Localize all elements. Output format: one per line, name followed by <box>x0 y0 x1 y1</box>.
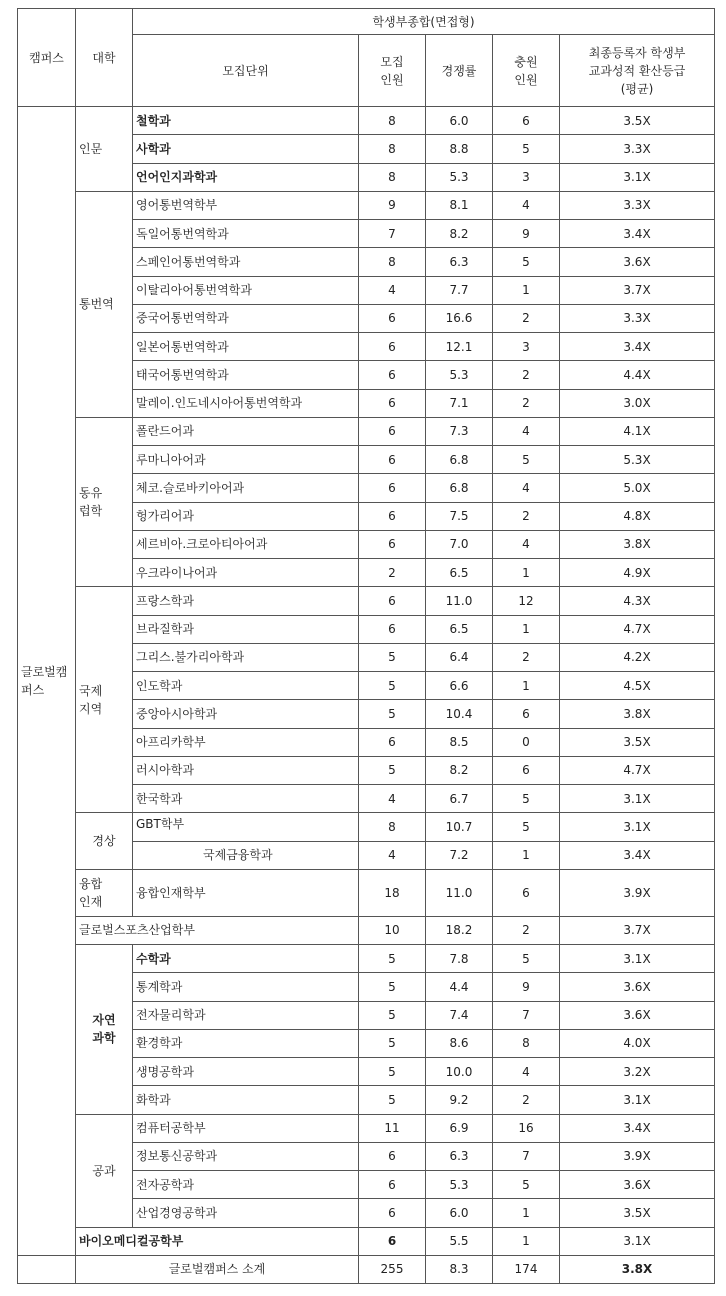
rate-cell: 6.4 <box>426 643 493 671</box>
added-cell: 6 <box>493 700 560 728</box>
table-body <box>18 9 715 1284</box>
added-cell: 4 <box>493 530 560 558</box>
rate-cell: 12.1 <box>426 333 493 361</box>
unit-cell: 영어통번역학부 <box>133 191 359 219</box>
rate-cell: 7.2 <box>426 841 493 869</box>
grade-cell: 3.1X <box>560 1227 715 1255</box>
grade-cell: 3.7X <box>560 916 715 944</box>
grade-cell: 4.4X <box>560 361 715 389</box>
quota-cell: 6 <box>359 389 426 417</box>
added-cell: 1 <box>493 1199 560 1227</box>
quota-cell: 9 <box>359 191 426 219</box>
rate-cell: 8.5 <box>426 728 493 756</box>
grade-cell: 3.8X <box>560 530 715 558</box>
grade-cell: 4.3X <box>560 587 715 615</box>
unit-cell: 통계학과 <box>133 973 359 1001</box>
added-cell: 1 <box>493 1227 560 1255</box>
unit-cell: 우크라이나어과 <box>133 559 359 587</box>
added-cell: 2 <box>493 916 560 944</box>
rate-cell: 7.3 <box>426 417 493 445</box>
added-cell: 1 <box>493 615 560 643</box>
quota-cell: 5 <box>359 973 426 1001</box>
quota-cell: 6 <box>359 1227 426 1255</box>
rate-cell: 8.1 <box>426 191 493 219</box>
grade-cell: 3.6X <box>560 1001 715 1029</box>
quota-cell: 6 <box>359 1199 426 1227</box>
added-cell: 2 <box>493 502 560 530</box>
rate-cell: 10.4 <box>426 700 493 728</box>
rate-cell: 5.3 <box>426 361 493 389</box>
admissions-table <box>17 8 715 1284</box>
rate-cell: 8.8 <box>426 135 493 163</box>
rate-cell: 16.6 <box>426 304 493 332</box>
added-cell: 0 <box>493 728 560 756</box>
unit-cell: 전자물리학과 <box>133 1001 359 1029</box>
quota-cell: 4 <box>359 841 426 869</box>
header-quota: 모집 인원 <box>359 35 426 107</box>
added-cell: 4 <box>493 1058 560 1086</box>
unit-cell: 프랑스학과 <box>133 587 359 615</box>
added-cell: 2 <box>493 643 560 671</box>
added-cell: 5 <box>493 135 560 163</box>
added-cell: 3 <box>493 333 560 361</box>
table-row <box>18 916 715 944</box>
total-added: 174 <box>493 1255 560 1283</box>
rate-cell: 18.2 <box>426 916 493 944</box>
added-cell: 2 <box>493 1086 560 1114</box>
rate-cell: 11.0 <box>426 869 493 916</box>
total-blank-cell <box>18 1255 76 1283</box>
grade-cell: 3.8X <box>560 700 715 728</box>
grade-cell: 4.8X <box>560 502 715 530</box>
unit-cell: 국제금융학과 <box>133 841 359 869</box>
header-unit: 모집단위 <box>133 35 359 107</box>
total-row <box>18 1255 715 1283</box>
added-cell: 5 <box>493 813 560 841</box>
unit-cell: GBT학부 <box>133 813 359 841</box>
total-grade: 3.8X <box>560 1255 715 1283</box>
college-cell: 경상 <box>76 813 133 870</box>
quota-cell: 5 <box>359 700 426 728</box>
added-cell: 7 <box>493 1142 560 1170</box>
quota-cell: 6 <box>359 446 426 474</box>
quota-cell: 5 <box>359 643 426 671</box>
unit-cell: 그리스.불가리아학과 <box>133 643 359 671</box>
unit-cell: 수학과 <box>133 945 359 973</box>
added-cell: 1 <box>493 276 560 304</box>
quota-cell: 6 <box>359 615 426 643</box>
rate-cell: 6.5 <box>426 615 493 643</box>
unit-cell: 정보통신공학과 <box>133 1142 359 1170</box>
grade-cell: 3.6X <box>560 973 715 1001</box>
added-cell: 5 <box>493 945 560 973</box>
college-cell: 인문 <box>76 107 133 192</box>
added-cell: 4 <box>493 191 560 219</box>
grade-cell: 3.4X <box>560 333 715 361</box>
unit-cell: 루마니아어과 <box>133 446 359 474</box>
header-rate: 경쟁률 <box>426 35 493 107</box>
added-cell: 5 <box>493 785 560 813</box>
total-label: 글로벌캠퍼스 소계 <box>76 1255 359 1283</box>
grade-cell: 3.5X <box>560 107 715 135</box>
added-cell: 1 <box>493 559 560 587</box>
added-cell: 9 <box>493 973 560 1001</box>
grade-cell: 3.1X <box>560 785 715 813</box>
unit-cell: 컴퓨터공학부 <box>133 1114 359 1142</box>
unit-cell: 언어인지과학과 <box>133 163 359 191</box>
quota-cell: 5 <box>359 1058 426 1086</box>
quota-cell: 5 <box>359 945 426 973</box>
grade-cell: 4.5X <box>560 672 715 700</box>
grade-cell: 3.6X <box>560 248 715 276</box>
rate-cell: 8.2 <box>426 756 493 784</box>
table-row <box>18 107 715 135</box>
college-cell: 통번역 <box>76 191 133 417</box>
quota-cell: 6 <box>359 474 426 502</box>
added-cell: 5 <box>493 446 560 474</box>
table-row <box>18 1227 715 1255</box>
unit-cell: 헝가리어과 <box>133 502 359 530</box>
unit-cell: 중국어통번역학과 <box>133 304 359 332</box>
unit-cell: 한국학과 <box>133 785 359 813</box>
college-cell: 융합 인재 <box>76 869 133 916</box>
grade-cell: 4.7X <box>560 756 715 784</box>
unit-cell: 일본어통번역학과 <box>133 333 359 361</box>
rate-cell: 6.3 <box>426 248 493 276</box>
rate-cell: 10.7 <box>426 813 493 841</box>
added-cell: 2 <box>493 389 560 417</box>
grade-cell: 3.2X <box>560 1058 715 1086</box>
quota-cell: 6 <box>359 728 426 756</box>
grade-cell: 3.4X <box>560 1114 715 1142</box>
quota-cell: 7 <box>359 220 426 248</box>
grade-cell: 5.0X <box>560 474 715 502</box>
quota-cell: 6 <box>359 333 426 361</box>
unit-cell: 철학과 <box>133 107 359 135</box>
unit-cell: 인도학과 <box>133 672 359 700</box>
rate-cell: 8.2 <box>426 220 493 248</box>
quota-cell: 6 <box>359 1171 426 1199</box>
rate-cell: 6.0 <box>426 1199 493 1227</box>
grade-cell: 3.9X <box>560 1142 715 1170</box>
unit-cell: 화학과 <box>133 1086 359 1114</box>
college-cell: 바이오메디컬공학부 <box>76 1227 359 1255</box>
header-grade: 최종등록자 학생부 교과성적 환산등급 (평균) <box>560 35 715 107</box>
grade-cell: 4.2X <box>560 643 715 671</box>
added-cell: 16 <box>493 1114 560 1142</box>
rate-cell: 8.6 <box>426 1029 493 1057</box>
unit-cell: 말레이.인도네시아어통번역학과 <box>133 389 359 417</box>
quota-cell: 4 <box>359 276 426 304</box>
quota-cell: 6 <box>359 304 426 332</box>
unit-cell: 태국어통번역학과 <box>133 361 359 389</box>
rate-cell: 11.0 <box>426 587 493 615</box>
header-group-title: 학생부종합(면접형) <box>133 9 715 35</box>
college-cell: 국제 지역 <box>76 587 133 813</box>
unit-cell: 중앙아시아학과 <box>133 700 359 728</box>
grade-cell: 3.1X <box>560 163 715 191</box>
quota-cell: 5 <box>359 1086 426 1114</box>
rate-cell: 7.5 <box>426 502 493 530</box>
unit-cell: 산업경영공학과 <box>133 1199 359 1227</box>
college-cell: 동유 럽학 <box>76 417 133 587</box>
added-cell: 6 <box>493 107 560 135</box>
total-quota: 255 <box>359 1255 426 1283</box>
unit-cell: 브라질학과 <box>133 615 359 643</box>
rate-cell: 5.5 <box>426 1227 493 1255</box>
grade-cell: 3.0X <box>560 389 715 417</box>
quota-cell: 8 <box>359 107 426 135</box>
unit-cell: 환경학과 <box>133 1029 359 1057</box>
table-row <box>18 587 715 615</box>
added-cell: 6 <box>493 869 560 916</box>
grade-cell: 4.9X <box>560 559 715 587</box>
rate-cell: 5.3 <box>426 1171 493 1199</box>
unit-cell: 러시아학과 <box>133 756 359 784</box>
header-row-top <box>18 9 715 35</box>
added-cell: 5 <box>493 248 560 276</box>
unit-cell: 전자공학과 <box>133 1171 359 1199</box>
unit-cell: 이탈리아어통번역학과 <box>133 276 359 304</box>
quota-cell: 5 <box>359 1029 426 1057</box>
rate-cell: 7.7 <box>426 276 493 304</box>
header-added: 충원 인원 <box>493 35 560 107</box>
rate-cell: 6.3 <box>426 1142 493 1170</box>
rate-cell: 6.5 <box>426 559 493 587</box>
added-cell: 8 <box>493 1029 560 1057</box>
rate-cell: 5.3 <box>426 163 493 191</box>
unit-cell: 세르비아.크로아티아어과 <box>133 530 359 558</box>
grade-cell: 3.1X <box>560 1086 715 1114</box>
quota-cell: 6 <box>359 1142 426 1170</box>
table-row <box>18 869 715 916</box>
quota-cell: 11 <box>359 1114 426 1142</box>
college-cell: 글로벌스포츠산업학부 <box>76 916 359 944</box>
grade-cell: 3.4X <box>560 220 715 248</box>
grade-cell: 3.3X <box>560 304 715 332</box>
quota-cell: 8 <box>359 135 426 163</box>
added-cell: 2 <box>493 361 560 389</box>
unit-cell: 사학과 <box>133 135 359 163</box>
quota-cell: 6 <box>359 530 426 558</box>
college-cell: 공과 <box>76 1114 133 1227</box>
quota-cell: 6 <box>359 361 426 389</box>
quota-cell: 5 <box>359 1001 426 1029</box>
added-cell: 7 <box>493 1001 560 1029</box>
rate-cell: 9.2 <box>426 1086 493 1114</box>
grade-cell: 3.5X <box>560 1199 715 1227</box>
unit-cell: 독일어통번역학과 <box>133 220 359 248</box>
rate-cell: 7.1 <box>426 389 493 417</box>
rate-cell: 4.4 <box>426 973 493 1001</box>
campus-cell: 글로벌캠 퍼스 <box>18 107 76 1256</box>
added-cell: 6 <box>493 756 560 784</box>
added-cell: 12 <box>493 587 560 615</box>
unit-cell: 폴란드어과 <box>133 417 359 445</box>
added-cell: 4 <box>493 417 560 445</box>
unit-cell: 체코.슬로바키아어과 <box>133 474 359 502</box>
added-cell: 2 <box>493 304 560 332</box>
added-cell: 5 <box>493 1171 560 1199</box>
grade-cell: 3.9X <box>560 869 715 916</box>
grade-cell: 3.5X <box>560 728 715 756</box>
rate-cell: 6.6 <box>426 672 493 700</box>
quota-cell: 5 <box>359 756 426 784</box>
header-college: 대학 <box>76 9 133 107</box>
grade-cell: 3.1X <box>560 813 715 841</box>
grade-cell: 3.3X <box>560 191 715 219</box>
added-cell: 9 <box>493 220 560 248</box>
unit-cell: 생명공학과 <box>133 1058 359 1086</box>
grade-cell: 3.6X <box>560 1171 715 1199</box>
unit-cell: 아프리카학부 <box>133 728 359 756</box>
quota-cell: 4 <box>359 785 426 813</box>
quota-cell: 5 <box>359 672 426 700</box>
rate-cell: 6.9 <box>426 1114 493 1142</box>
table-row <box>18 945 715 973</box>
rate-cell: 7.0 <box>426 530 493 558</box>
rate-cell: 7.8 <box>426 945 493 973</box>
grade-cell: 4.1X <box>560 417 715 445</box>
grade-cell: 4.7X <box>560 615 715 643</box>
total-rate: 8.3 <box>426 1255 493 1283</box>
unit-cell: 융합인재학부 <box>133 869 359 916</box>
grade-cell: 3.4X <box>560 841 715 869</box>
quota-cell: 6 <box>359 587 426 615</box>
rate-cell: 6.8 <box>426 446 493 474</box>
quota-cell: 10 <box>359 916 426 944</box>
rate-cell: 6.7 <box>426 785 493 813</box>
grade-cell: 5.3X <box>560 446 715 474</box>
quota-cell: 6 <box>359 417 426 445</box>
header-campus: 캠퍼스 <box>18 9 76 107</box>
rate-cell: 7.4 <box>426 1001 493 1029</box>
added-cell: 1 <box>493 841 560 869</box>
quota-cell: 18 <box>359 869 426 916</box>
quota-cell: 6 <box>359 502 426 530</box>
added-cell: 1 <box>493 672 560 700</box>
college-cell: 자연 과학 <box>76 945 133 1115</box>
rate-cell: 10.0 <box>426 1058 493 1086</box>
grade-cell: 3.7X <box>560 276 715 304</box>
grade-cell: 3.3X <box>560 135 715 163</box>
quota-cell: 8 <box>359 813 426 841</box>
quota-cell: 8 <box>359 248 426 276</box>
grade-cell: 3.1X <box>560 945 715 973</box>
table-row <box>18 1114 715 1142</box>
added-cell: 3 <box>493 163 560 191</box>
table-row <box>18 417 715 445</box>
quota-cell: 8 <box>359 163 426 191</box>
unit-cell: 스페인어통번역학과 <box>133 248 359 276</box>
grade-cell: 4.0X <box>560 1029 715 1057</box>
quota-cell: 2 <box>359 559 426 587</box>
added-cell: 4 <box>493 474 560 502</box>
rate-cell: 6.8 <box>426 474 493 502</box>
table-row <box>18 813 715 841</box>
rate-cell: 6.0 <box>426 107 493 135</box>
table-row <box>18 191 715 219</box>
